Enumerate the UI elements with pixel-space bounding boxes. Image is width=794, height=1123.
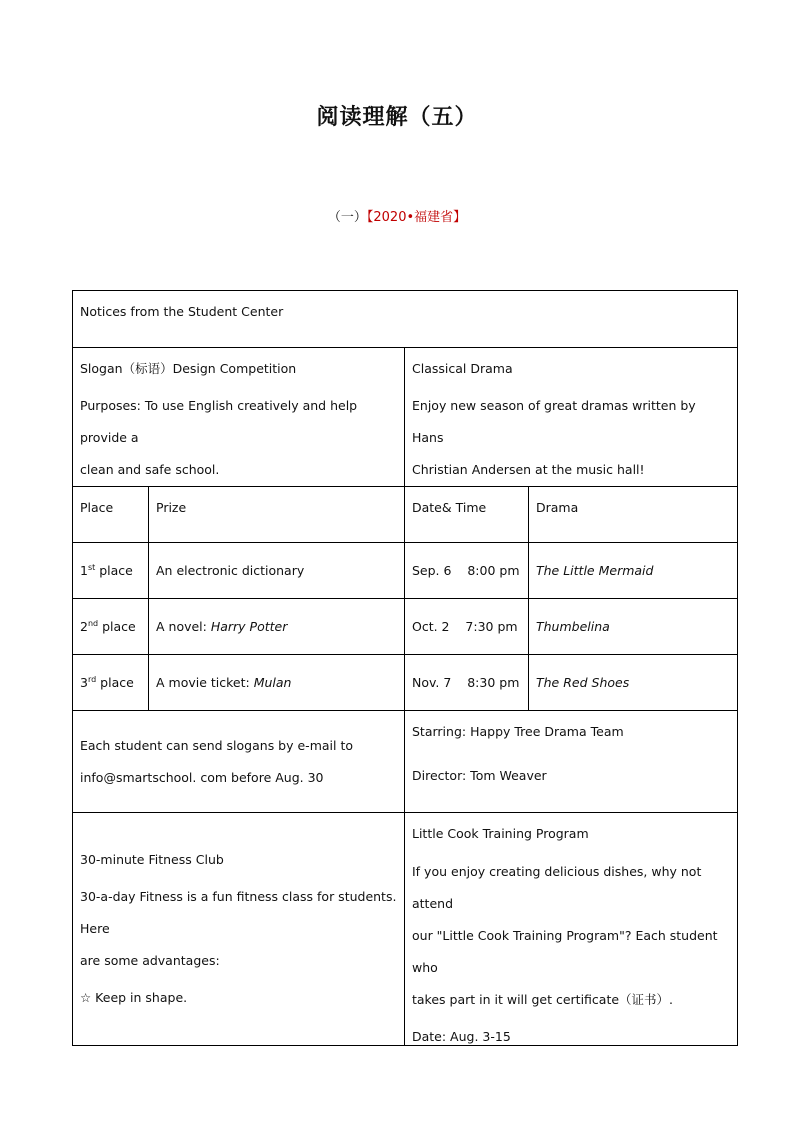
prize-cell — [149, 655, 405, 711]
cook-title: Little Cook Training Program — [412, 826, 589, 842]
section-heading — [0, 206, 794, 225]
table-row — [73, 543, 738, 599]
prize-text: A novel: — [156, 618, 211, 634]
drama-cell — [529, 543, 738, 599]
drama-director: Director: Tom Weaver — [412, 767, 547, 783]
cook-line: takes part in it will get certificate（证书）. — [412, 991, 674, 1007]
notices-header-cell — [73, 291, 738, 348]
col-header-date — [405, 487, 529, 543]
place-suffix: nd — [87, 618, 99, 628]
drama-name: The Red Shoes — [536, 674, 630, 690]
drama-credits-cell — [405, 711, 738, 813]
date-cell — [405, 599, 529, 655]
place-cell — [73, 655, 149, 711]
date-text: Sep. 6 8:00 pm — [412, 562, 520, 578]
drama-name: Thumbelina — [536, 618, 610, 634]
place-number: 1 — [80, 562, 88, 578]
drama-description-line: Enjoy new season of great dramas written by Hans — [412, 398, 696, 446]
page-title: 阅读理解（五） — [316, 104, 478, 130]
col-header-place — [73, 487, 149, 543]
cook-cell — [405, 813, 738, 1046]
col-header-drama — [529, 487, 738, 543]
drama-cell — [529, 599, 738, 655]
section-source: 【2020•福建省】 — [366, 210, 467, 225]
fitness-cell — [73, 813, 405, 1046]
place-number: 2 — [80, 618, 88, 634]
col-header-prize — [149, 487, 405, 543]
col-header-prize-text: Prize — [156, 500, 187, 516]
cook-date: Date: Aug. 3-15 — [412, 1028, 511, 1044]
notices-header: Notices from the Student Center — [80, 304, 284, 319]
fitness-line: are some advantages: — [80, 953, 220, 968]
prize-title: Mulan — [253, 674, 292, 690]
table-row — [73, 599, 738, 655]
place-number: 3 — [80, 674, 88, 690]
slogan-purpose-line: clean and safe school. — [80, 462, 220, 478]
place-cell — [73, 599, 149, 655]
place-cell — [73, 543, 149, 599]
fitness-line: 30-a-day Fitness is a fun fitness class for students. Here — [80, 889, 397, 936]
prize-text: An electronic dictionary — [156, 562, 305, 578]
slogan-submit-line: Each student can send slogans by e-mail to — [80, 737, 353, 753]
prize-cell — [149, 543, 405, 599]
place-suffix: st — [87, 562, 96, 572]
col-header-date-text: Date& Time — [412, 500, 487, 516]
place-word: place — [96, 674, 134, 690]
notices-table — [72, 290, 738, 1046]
drama-starring: Starring: Happy Tree Drama Team — [412, 724, 624, 740]
col-header-drama-text: Drama — [536, 500, 579, 516]
prize-text: A movie ticket: — [156, 674, 254, 690]
slogan-info-cell — [73, 348, 405, 487]
date-cell — [405, 543, 529, 599]
prize-cell — [149, 599, 405, 655]
cook-line: If you enjoy creating delicious dishes, why not attend — [412, 863, 702, 911]
place-suffix: rd — [87, 674, 97, 684]
date-cell — [405, 655, 529, 711]
date-text: Nov. 7 8:30 pm — [412, 674, 520, 690]
prize-title: Harry Potter — [210, 618, 288, 634]
drama-description-line: Christian Andersen at the music hall! — [412, 462, 645, 478]
drama-description — [412, 390, 730, 486]
slogan-purpose — [80, 390, 397, 486]
drama-info-cell — [405, 348, 738, 487]
drama-name: The Little Mermaid — [536, 562, 654, 578]
col-header-place-text: Place — [80, 500, 114, 516]
drama-title: Classical Drama — [412, 361, 513, 376]
date-text: Oct. 2 7:30 pm — [412, 618, 518, 634]
fitness-description — [80, 881, 397, 977]
slogan-submit-line: info@smartschool. com before Aug. 30 — [80, 769, 324, 785]
section-prefix: （一） — [327, 210, 367, 225]
place-word: place — [98, 618, 136, 634]
fitness-title: 30-minute Fitness Club — [80, 851, 224, 867]
slogan-title: Slogan（标语）Design Competition — [80, 361, 297, 376]
cook-description — [412, 856, 730, 1016]
drama-cell — [529, 655, 738, 711]
slogan-submit-cell — [73, 711, 405, 813]
fitness-bullet: ☆ Keep in shape. — [80, 990, 188, 1005]
place-word: place — [95, 562, 133, 578]
slogan-purpose-line: Purposes: To use English creatively and help provide a — [80, 398, 358, 446]
table-row — [73, 655, 738, 711]
cook-line: our "Little Cook Training Program"? Each student who — [412, 927, 718, 975]
slogan-submit-text — [80, 730, 397, 794]
